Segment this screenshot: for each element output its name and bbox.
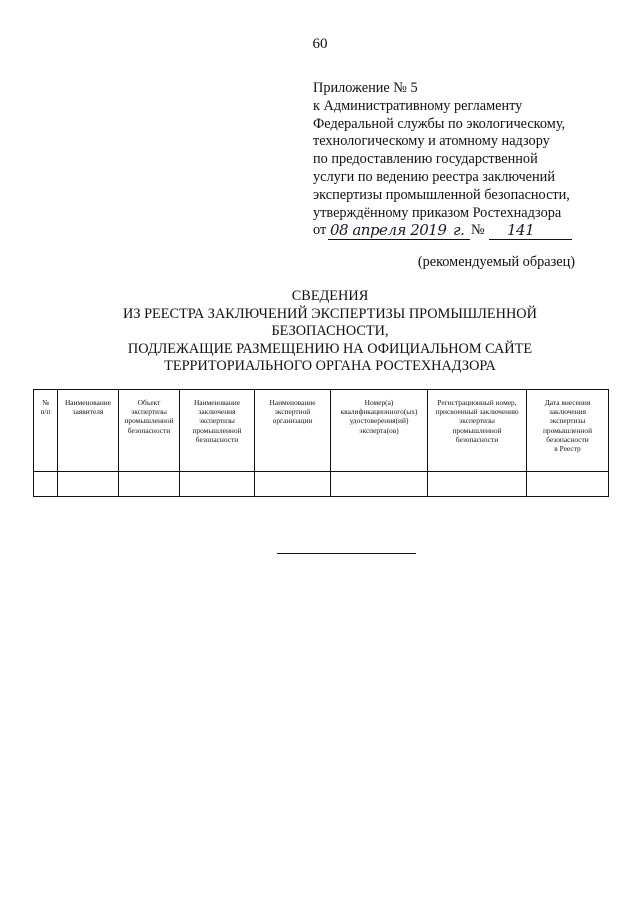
number-underline xyxy=(489,239,572,240)
appendix-line: Приложение № 5 xyxy=(313,80,418,96)
table-row xyxy=(34,472,609,497)
date-underline xyxy=(328,239,470,240)
table-cell xyxy=(428,472,527,497)
appendix-line: экспертизы промышленной безопасности, xyxy=(313,186,570,203)
order-number-handwritten: 141 xyxy=(507,221,535,240)
appendix-block xyxy=(313,80,570,242)
order-year-suffix: г. xyxy=(453,221,465,240)
header-certificate-numbers: Номер(а) квалификационного(ых) удостоверения(ий) эксперта(ов) xyxy=(331,390,428,472)
header-registration-number: Регистрационный номер, присвоенный заключению экспертизы промышленной безопасности xyxy=(428,390,527,472)
order-reference xyxy=(313,222,570,242)
appendix-line: к Административному регламенту xyxy=(313,97,523,114)
appendix-line: услуги по ведению реестра заключений xyxy=(313,168,555,185)
header-number: № п/п xyxy=(34,390,58,472)
table-header-row xyxy=(34,390,609,472)
appendix-line: по предоставлению государственной xyxy=(313,151,538,168)
appendix-line: технологическому и атомному надзору xyxy=(313,133,550,150)
table-cell xyxy=(58,472,119,497)
title-line: БЕЗОПАСНОСТИ, xyxy=(271,323,389,340)
table-cell xyxy=(34,472,58,497)
title-line: СВЕДЕНИЯ xyxy=(291,288,369,304)
document-title xyxy=(0,288,640,376)
closing-rule xyxy=(277,553,416,554)
order-date-handwritten: 08 апреля 2019 xyxy=(330,221,447,240)
order-number-label: № xyxy=(471,222,485,239)
title-line: ТЕРРИТОРИАЛЬНОГО ОРГАНА РОСТЕХНАДЗОРА xyxy=(164,358,496,375)
table-cell xyxy=(527,472,609,497)
header-conclusion-name: Наименование заключения экспертизы промышленной безопасности xyxy=(180,390,255,472)
appendix-line: Федеральной службы по экологическому, xyxy=(313,115,566,132)
table-cell xyxy=(180,472,255,497)
title-line: ПОДЛЕЖАЩИЕ РАЗМЕЩЕНИЮ НА ОФИЦИАЛЬНОМ САЙТЕ xyxy=(127,340,533,357)
table-cell xyxy=(119,472,180,497)
header-expert-organization: Наименование экспертной организации xyxy=(255,390,331,472)
header-applicant: Наименование заявителя xyxy=(58,390,119,472)
header-object: Объект экспертизы промышленной безопасности xyxy=(119,390,180,472)
table-cell xyxy=(255,472,331,497)
header-registry-date: Дата внесения заключения экспертизы промышленной безопасности в Реестр xyxy=(527,390,609,472)
page-number: 60 xyxy=(312,36,328,52)
sample-note: (рекомендуемый образец) xyxy=(417,254,575,270)
title-line: ИЗ РЕЕСТРА ЗАКЛЮЧЕНИЙ ЭКСПЕРТИЗЫ ПРОМЫШЛЕННОЙ xyxy=(123,305,537,322)
appendix-line: утверждённому приказом Ростехнадзора xyxy=(313,204,562,221)
order-prefix: от xyxy=(313,222,327,239)
registry-table xyxy=(33,389,609,497)
table-cell xyxy=(331,472,428,497)
